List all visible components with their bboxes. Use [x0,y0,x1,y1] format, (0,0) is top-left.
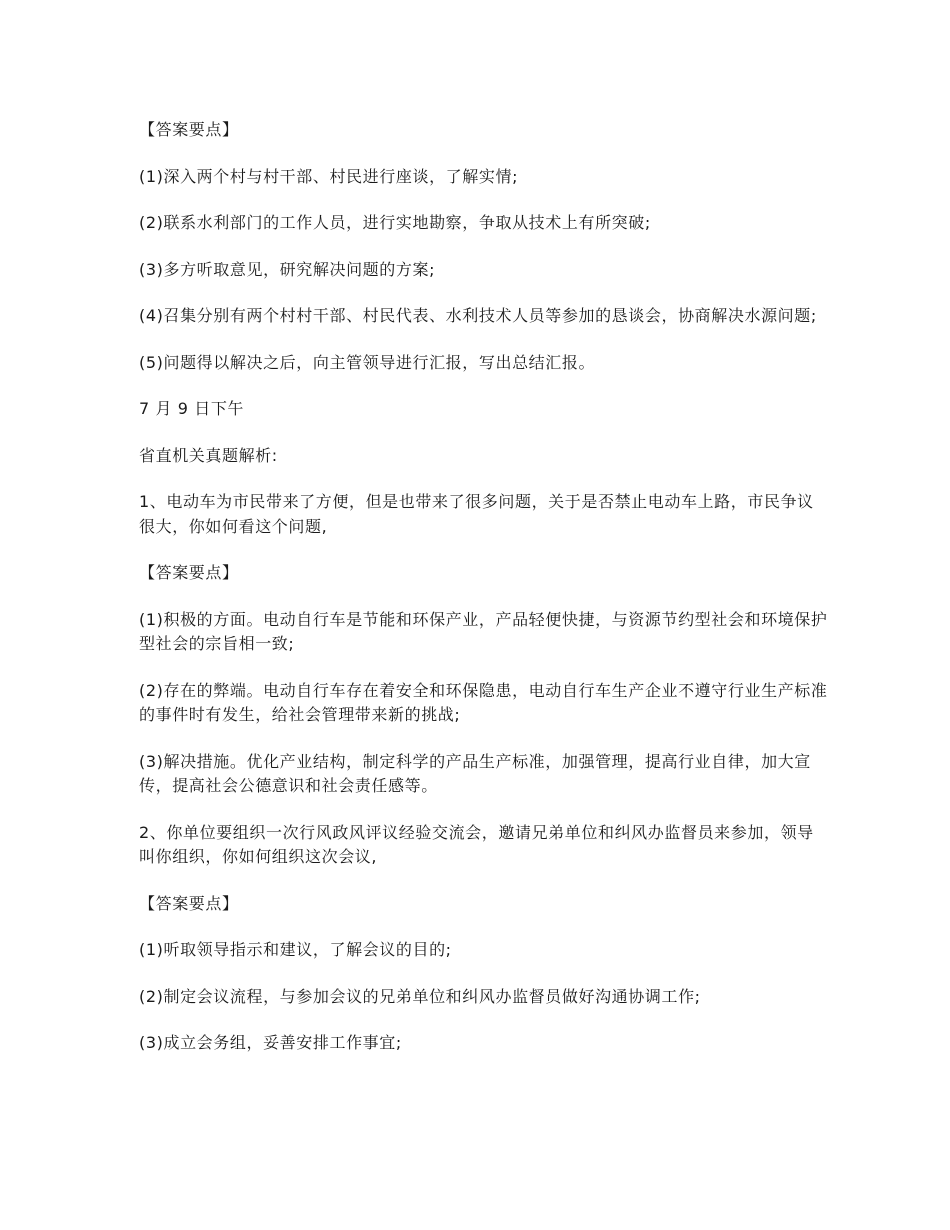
answer-point: (3)成立会务组，妥善安排工作事宜; [139,1033,402,1052]
section-heading: 省直机关真题解析: [139,445,278,465]
answer-point: (2)存在的弊端。电动自行车存在着安全和环保隐患，电动自行车生产企业不遵守行业生产标准的事件时有发生，给社会管理带来新的挑战; [139,680,828,724]
answer-point: (1)积极的方面。电动自行车是节能和环保产业，产品轻便快捷，与资源节约型社会和环境保护型社会的宗旨相一致; [139,609,828,653]
answer-point: (2)联系水利部门的工作人员，进行实地勘察，争取从技术上有所突破; [139,213,651,232]
answer-point: (1)深入两个村与村干部、村民进行座谈，了解实情; [139,166,519,186]
answer-point: (3)解决措施。优化产业结构，制定科学的产品生产标准，加强管理，提高行业自律，加大宣传，提高社会公德意识和社会责任感等。 [139,751,811,795]
question-text: 2、你单位要组织一次行风政风评议经验交流会，邀请兄弟单位和纠风办监督员来参加，领导叫你组织，你如何组织这次会议, [139,822,814,866]
answer-point: (3)多方听取意见，研究解决问题的方案; [139,259,436,279]
date-heading: 7 月 9 日下午 [139,399,245,418]
document-page [139,118,829,1056]
answer-point: (4)召集分别有两个村村干部、村民代表、水利技术人员等参加的恳谈会，协商解决水源问题; [139,306,817,325]
answer-heading: 【答案要点】 [139,120,239,139]
question-text: 1、电动车为市民带来了方便，但是也带来了很多问题，关于是否禁止电动车上路，市民争议很大，你如何看这个问题, [139,492,814,536]
answer-point: (5)问题得以解决之后，向主管领导进行汇报，写出总结汇报。 [139,352,596,372]
answer-heading: 【答案要点】 [139,563,239,582]
answer-point: (2)制定会议流程，与参加会议的兄弟单位和纠风办监督员做好沟通协调工作; [139,986,701,1006]
answer-heading: 【答案要点】 [139,893,239,913]
answer-point: (1)听取领导指示和建议，了解会议的目的; [139,940,452,959]
